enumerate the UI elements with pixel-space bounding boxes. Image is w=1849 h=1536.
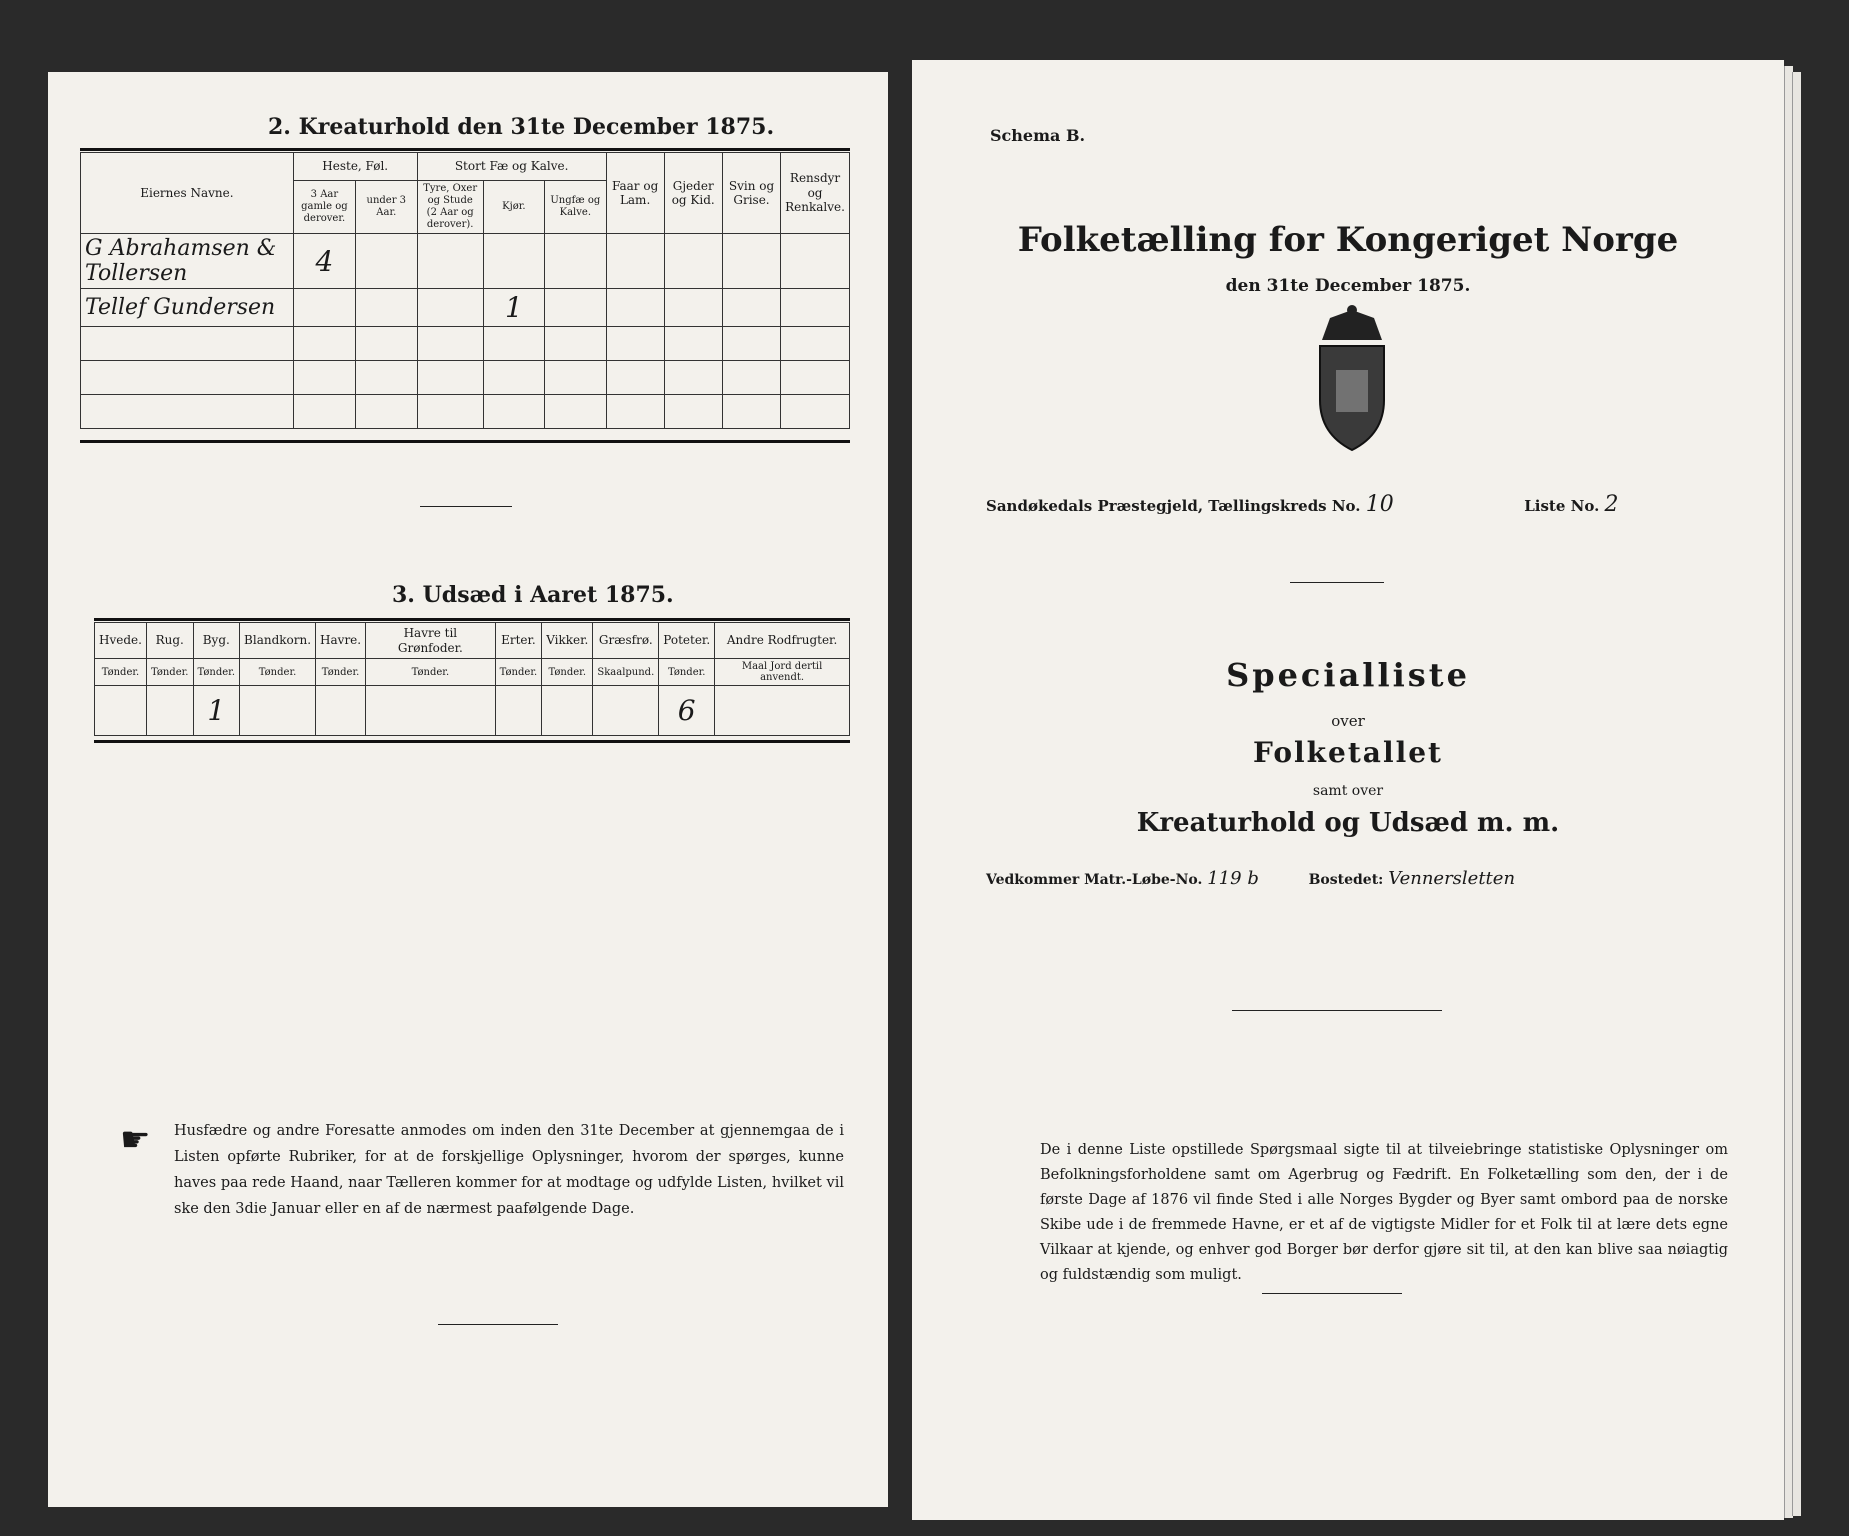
pointing-hand-icon: ☛ <box>120 1120 151 1160</box>
rensdyr-header: Rensdyr og Renkalve. <box>781 153 850 234</box>
sowing-unit: Skaalpund. <box>593 659 659 686</box>
sowing-unit: Tønder. <box>146 659 193 686</box>
divider <box>80 440 850 443</box>
divider <box>94 740 850 743</box>
liste-value: 2 <box>1604 492 1619 517</box>
page-edge <box>1792 72 1801 1516</box>
sowing-header: Hvede. <box>95 623 147 659</box>
sowing-value <box>366 686 496 736</box>
sowing-table <box>94 622 850 736</box>
divider <box>1290 582 1384 583</box>
table-row <box>81 234 850 289</box>
sowing-value <box>542 686 593 736</box>
sowing-value <box>240 686 316 736</box>
sowing-value <box>715 686 850 736</box>
specialliste-heading: Specialliste <box>1226 656 1470 694</box>
sowing-header: Havre til Grønfoder. <box>366 623 496 659</box>
section-3-title: 3. Udsæd i Aaret 1875. <box>392 582 674 608</box>
sowing-unit: Tønder. <box>193 659 240 686</box>
district-line <box>986 492 1766 517</box>
sowing-unit: Tønder. <box>240 659 316 686</box>
matr-line <box>986 868 1766 889</box>
heste-b-header: under 3 Aar. <box>356 181 418 234</box>
gjeder-header: Gjeder og Kid. <box>664 153 722 234</box>
sowing-header: Byg. <box>193 623 240 659</box>
heste-a-header: 3 Aar gamle og derover. <box>293 181 355 234</box>
folketallet-heading: Folketallet <box>1253 736 1443 769</box>
kjor-cell <box>483 234 544 289</box>
svin-header: Svin og Grise. <box>722 153 780 234</box>
over-text: over <box>1331 712 1365 730</box>
owner-header: Eiernes Navne. <box>81 153 294 234</box>
sowing-header: Vikker. <box>542 623 593 659</box>
page-title: Folketælling for Kongeriget Norge <box>1017 220 1679 260</box>
kreaturhold-heading: Kreaturhold og Udsæd m. m. <box>1136 808 1560 838</box>
sowing-header: Rug. <box>146 623 193 659</box>
matr-label: Vedkommer Matr.-Løbe-No. <box>986 872 1203 888</box>
divider <box>80 148 850 151</box>
divider <box>1262 1293 1402 1294</box>
sowing-value <box>495 686 542 736</box>
sowing-header: Poteter. <box>659 623 715 659</box>
notice-text: Husfædre og andre Foresatte anmodes om inden den 31te December at gjennemgaa de i Listen opførte Rubriker, for at de forskjellige Oplysninger, hvorom der spørges, kunne haves paa rede Haand, naar Tælleren kommer for at modtage og udfylde Listen, hvilket vil ske den 3die Januar eller en af de nærmest paafølgende Dage. <box>174 1123 844 1217</box>
samt-over-text: samt over <box>1312 783 1384 799</box>
sowing-unit: Tønder. <box>95 659 147 686</box>
divider <box>420 506 512 507</box>
sowing-header: Græsfrø. <box>593 623 659 659</box>
sowing-header: Blandkorn. <box>240 623 316 659</box>
stort-c-header: Ungfæ og Kalve. <box>544 181 606 234</box>
table-row <box>81 327 850 361</box>
divider <box>438 1324 558 1325</box>
heste-header: Heste, Føl. <box>293 153 417 181</box>
right-page <box>912 60 1784 1520</box>
sowing-header: Erter. <box>495 623 542 659</box>
sowing-header: Havre. <box>316 623 366 659</box>
sowing-unit: Tønder. <box>316 659 366 686</box>
intro-paragraph: De i denne Liste opstillede Spørgsmaal sigte til at tilveiebringe statistiske Oplysninger om Befolkningsforholdene samt om Agerbrug og Fædrift. En Folketælling som den, der i de første Dage af 1876 vil finde Sted i alle Norges Bygder og Byer samt ombord paa de norske Skibe ude i de fremmede Havne, er et af de vigtigste Midler for et Folk til at lære dets egne Vilkaar at kjende, og enhver god Borger bør derfor gjøre sit til, at den kan blive saa nøiagtig og fuldstændig som muligt. <box>1040 1142 1728 1283</box>
stort-header: Stort Fæ og Kalve. <box>417 153 606 181</box>
sowing-unit: Tønder. <box>542 659 593 686</box>
owner-cell: G Abrahamsen & Tollersen <box>81 234 294 289</box>
left-page <box>48 72 888 1507</box>
bosted-label: Bostedet: <box>1308 872 1384 888</box>
liste-label: Liste No. <box>1524 497 1600 515</box>
sowing-value <box>316 686 366 736</box>
coat-of-arms-icon <box>1272 300 1432 460</box>
stort-a-header: Tyre, Oxer og Stude (2 Aar og derover). <box>417 181 483 234</box>
heste-a-cell: 4 <box>293 234 355 289</box>
sowing-unit: Tønder. <box>659 659 715 686</box>
sowing-value: 6 <box>659 686 715 736</box>
sowing-value <box>593 686 659 736</box>
prestegjeld-label: Sandøkedals Præstegjeld, <box>986 497 1204 515</box>
kjor-cell: 1 <box>483 289 544 327</box>
sowing-unit: Maal Jord dertil anvendt. <box>715 659 850 686</box>
owner-cell: Tellef Gundersen <box>81 289 294 327</box>
sowing-value <box>95 686 147 736</box>
sowing-header: Andre Rodfrugter. <box>715 623 850 659</box>
table-row <box>81 395 850 429</box>
table-row <box>95 686 850 736</box>
kreds-value: 10 <box>1365 492 1394 517</box>
sowing-value <box>146 686 193 736</box>
faar-header: Faar og Lam. <box>606 153 664 234</box>
census-date: den 31te December 1875. <box>1225 276 1471 296</box>
section-2-title: 2. Kreaturhold den 31te December 1875. <box>268 114 775 140</box>
table-row <box>81 361 850 395</box>
sowing-unit: Tønder. <box>366 659 496 686</box>
bosted-value: Vennersletten <box>1388 868 1516 889</box>
divider <box>94 618 850 621</box>
stort-b-header: Kjør. <box>483 181 544 234</box>
sowing-unit: Tønder. <box>495 659 542 686</box>
schema-label: Schema B. <box>990 126 1086 145</box>
heste-a-cell <box>293 289 355 327</box>
divider <box>1232 1010 1442 1011</box>
table-row <box>81 289 850 327</box>
matr-value: 119 b <box>1207 868 1259 889</box>
sowing-value: 1 <box>193 686 240 736</box>
kreds-label: Tællingskreds No. <box>1208 497 1361 515</box>
livestock-table <box>80 152 850 429</box>
